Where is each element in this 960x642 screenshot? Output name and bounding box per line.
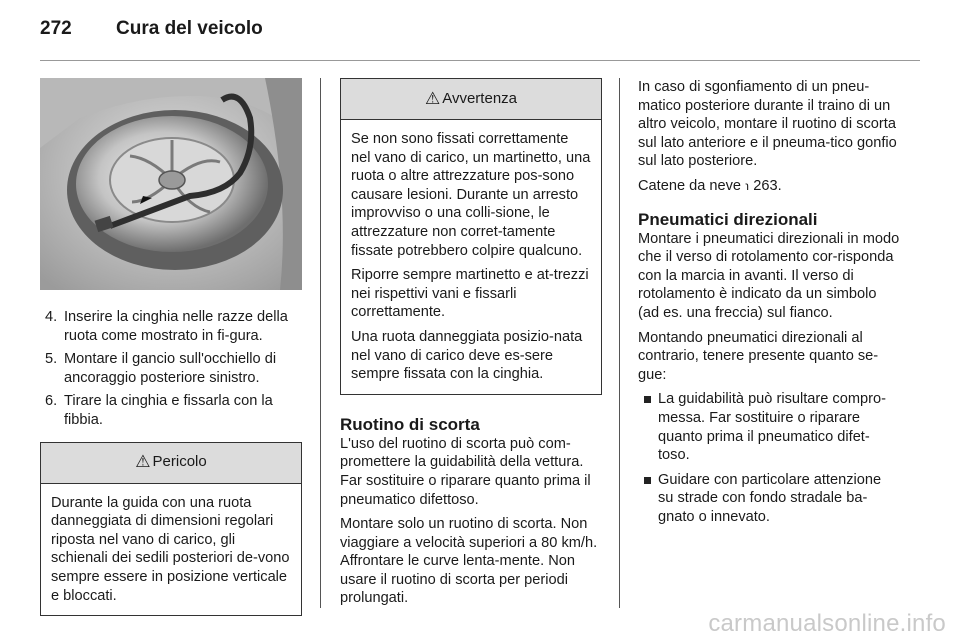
warning-triangle-icon: ⚠ (135, 452, 151, 472)
danger-box (40, 442, 302, 617)
spare-wheel-photo-icon (40, 78, 302, 290)
watermark: carmanualsonline.info (708, 610, 946, 637)
steps-list (40, 308, 302, 430)
page-header (40, 18, 263, 40)
column-divider-2 (619, 78, 620, 608)
tow-paragraph: In caso di sgonfiamento di un pneu-matico posteriore durante il traino di un altro veicolo, montare il ruotino di scorta sul lato anteriore e il pneuma-tico gonfio sul lato posteriore. (638, 79, 897, 170)
bullet-item: La guidabilità può risultare compro-messa. Far sostituire o riparare quanto prima il pneumatico difet-toso. (638, 390, 900, 464)
column-middle (340, 78, 602, 614)
spare-paragraph: L'uso del ruotino di scorta può com-promettere la guidabilità della vettura. Far sostituire o riparare quanto prima il pneumatico difettoso. (340, 435, 591, 508)
snow-chains-reference: Catene da neve ℩ 263. (638, 177, 782, 194)
column-right (638, 78, 900, 532)
danger-text: Durante la guida con una ruota danneggiata di dimensioni regolari riposta nel vano di carico, gli schienali dei sedili posteriori de-vono sempre essere in posizione verticale e bloccati. (51, 494, 290, 604)
warning-paragraph: Riporre sempre martinetto e at-trezzi nei rispettivi vani e fissarli correttamente. (351, 267, 589, 321)
column-left (40, 78, 302, 616)
page-number: 272 (40, 18, 72, 39)
warning-triangle-icon: ⚠ (424, 88, 441, 108)
directional-paragraph: Montare i pneumatici direzionali in modo che il verso di rotolamento cor-risponda con la marcia in avanti. Il verso di rotolamento è indicato da un simbolo (ad es. una freccia) sul fianco. (638, 230, 900, 321)
header-rule (40, 60, 920, 61)
directional-paragraph: Montando pneumatici direzionali al contrario, tenere presente quanto se-gue: (638, 329, 879, 383)
warning-header: ⚠ Avvertenza (341, 79, 601, 120)
step-item: 6. Tirare la cinghia e fissarla con la fibbia. (45, 393, 273, 428)
page-title: Cura del veicolo (116, 18, 263, 39)
warning-paragraph: Se non sono fissati correttamente nel vano di carico, un martinetto, una ruota o altre attrezzature pos-sono causare lesioni. Durante un arresto improvviso o una colli-sione, le attrezzature non corret-tamente fissate potrebbero colpire qualcuno. (351, 131, 591, 259)
warning-paragraph: Una ruota danneggiata posizio-nata nel vano di carico deve es-sere sempre fissata con la cinghia. (351, 328, 583, 383)
page-ref-arrow-icon: ℩ (745, 178, 750, 193)
bullet-square-icon (644, 477, 651, 484)
section-heading-spare: Ruotino di scorta (340, 414, 480, 434)
bullet-item: Guidare con particolare attenzione su strade con fondo stradale ba-gnato o innevato. (638, 471, 900, 527)
spare-paragraph: Montare solo un ruotino di scorta. Non viaggiare a velocità superiori a 80 km/h. Affrontare le curve lenta-mente. Non usare il ruotino di scorta per periodi prolungati. (340, 516, 598, 607)
bullet-square-icon (644, 396, 651, 403)
directional-bullets (638, 390, 900, 526)
column-divider-1 (320, 78, 321, 608)
step-item: 5. Montare il gancio sull'occhiello di ancoraggio posteriore sinistro. (45, 351, 277, 386)
snow-chains-page-link[interactable]: 263. (753, 177, 782, 194)
warning-box (340, 78, 602, 395)
step-item: 4. Inserire la cinghia nelle razze della ruota come mostrato in fi-gura. (45, 309, 288, 344)
danger-header: ⚠ Pericolo (41, 443, 301, 484)
section-heading-directional: Pneumatici direzionali (638, 209, 818, 229)
